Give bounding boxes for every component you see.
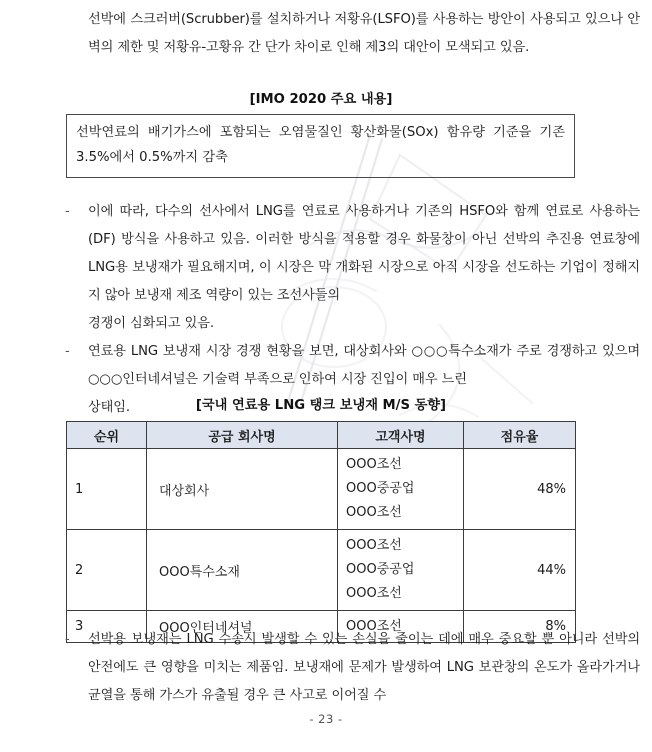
column-header-customer: 고객사명 xyxy=(338,422,464,449)
cell-supplier: 대상회사 xyxy=(147,449,338,530)
table-row xyxy=(67,530,576,611)
cell-supplier: OOO특수소재 xyxy=(147,530,338,611)
page-number: - 23 - xyxy=(309,712,343,726)
list-item-body: 연료용 LNG 보냉재 시장 경쟁 현황을 보면, 대상회사와 ○○○특수소재가 주로 경쟁하고 있으며 ○○○인터네셔널은 기술력 부족으로 인하여 시장 진입이 매우 느린 xyxy=(88,344,640,387)
cell-share: 8% xyxy=(464,611,576,643)
list-item-lastline: 상태임. xyxy=(88,400,131,415)
column-header-rank: 순위 xyxy=(67,422,147,449)
cell-rank: 3 xyxy=(67,611,147,643)
callout-caption: [IMO 2020 주요 내용] xyxy=(249,92,393,107)
list-item-body: 이에 따라, 다수의 선사에서 LNG를 연료로 사용하거나 기존의 HSFO와 함께 연료로 사용하는(DF) 방식을 사용하고 있음. 이러한 방식을 적용할 경우 화물창이 아닌 선박의 추진용 연료창에 LNG용 보냉재가 필요해지며, 이 시장은 막 개화된 시장으로 아직 시장을 선도하는 기업이 정해지지 않아 보냉재 제조 역량이 있는 조선사들의 xyxy=(88,204,640,303)
bullet-marker-icon: - xyxy=(65,632,70,647)
customer-line: OOO조선 xyxy=(346,586,402,601)
customer-line: OOO조선 xyxy=(346,505,402,520)
list-item-text xyxy=(88,198,640,338)
cell-supplier: OOO인터네셔널 xyxy=(147,611,338,643)
bullet-list-bottom xyxy=(62,626,640,710)
bullet-marker-icon: - xyxy=(65,344,70,359)
table-row xyxy=(67,449,576,530)
cell-customers xyxy=(338,449,464,530)
cell-customers xyxy=(338,530,464,611)
list-item-lastline: 경쟁이 심화되고 있음. xyxy=(88,316,215,331)
customer-line: OOO중공업 xyxy=(346,481,415,496)
intro-paragraph: 선박에 스크러버(Scrubber)를 설치하거나 저황유(LSFO)를 사용하는 방안이 사용되고 있으나 안벽의 제한 및 저황유-고황유 간 단가 차이로 인해 제3의 대안이 모색되고 있음. xyxy=(88,12,640,55)
cell-share: 44% xyxy=(464,530,576,611)
customer-line: OOO중공업 xyxy=(346,562,415,577)
customer-line: OOO조선 xyxy=(346,538,402,553)
customer-line: OOO조선 xyxy=(346,618,402,634)
table-header-row xyxy=(67,422,576,449)
market-share-table xyxy=(66,421,576,643)
list-item-text: 선박용 보냉재는 LNG 수송시 발생할 수 있는 손실을 줄이는 데에 매우 중요할 뿐 아니라 선박의 안전에도 큰 영향을 미치는 제품임. 보냉재에 문제가 발생하여 LNG 보관창의 온도가 올라가거나 균열을 통해 가스가 유출될 경우 큰 사고로 이어질 수 xyxy=(88,632,640,703)
list-item xyxy=(62,626,640,710)
cell-rank: 1 xyxy=(67,449,147,530)
cell-share: 48% xyxy=(464,449,576,530)
cell-rank: 2 xyxy=(67,530,147,611)
column-header-supplier: 공급 회사명 xyxy=(147,422,338,449)
list-item xyxy=(62,198,640,338)
column-header-share: 점유율 xyxy=(464,422,576,449)
table-caption: [국내 연료용 LNG 탱크 보냉재 M/S 동향] xyxy=(195,398,447,413)
bullet-list xyxy=(62,198,640,422)
imo-callout-box: 선박연료의 배기가스에 포함되는 오염물질인 황산화물(SOx) 함유량 기준을 기존 3.5%에서 0.5%까지 감축 xyxy=(66,114,575,178)
bullet-marker-icon: - xyxy=(65,204,70,219)
customer-line: OOO조선 xyxy=(346,457,402,472)
